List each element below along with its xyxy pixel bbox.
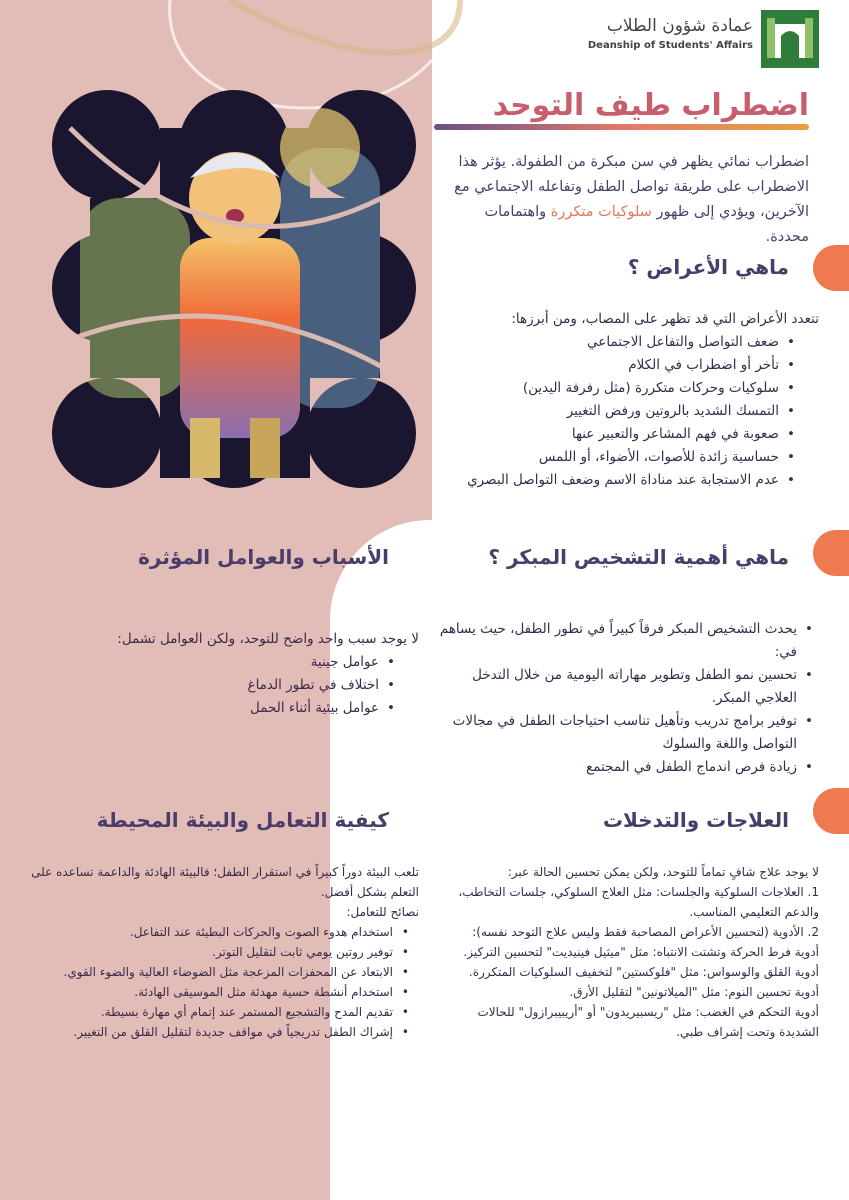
treatment-line: 2. الأدوية (لتحسين الأعراض المصاحبة فقط وليس علاج التوحد نفسه): [472,925,819,939]
treatment-block [434,862,819,1042]
treatment-line: لا يوجد علاج شافٍ تماماً للتوحد، ولكن يمكن تحسين الحالة عبر: [507,865,819,879]
environment-lead: تلعب البيئة دوراً كبيراً في استقرار الطفل؛ فالبيئة الهادئة والداعمة تساعده على التعلم بشكل أفضل. [31,865,419,899]
logo-arabic-text: عمادة شؤون الطلاب [606,16,753,36]
early-block [439,618,819,779]
list-item: • الابتعاد عن المحفزات المزعجة مثل الضوضاء العالية والضوء القوي. [29,962,393,982]
intro-highlight: سلوكيات متكررة [550,204,652,220]
list-item: • تحسين نمو الطفل وتطوير مهاراته اليومية من خلال التدخل العلاجي المبكر. [439,664,797,710]
treatment-line: أدوية التحكم في الغضب: مثل "ريسبيريدون" أو "أريبيبرازول" للحالات الشديدة وتحت إشراف طبي. [477,1005,819,1039]
treatment-line: 1. العلاجات السلوكية والجلسات: مثل العلاج السلوكي، جلسات التخاطب، والدعم التعليمي المناسب. [458,885,819,919]
treatment-line: أدوية القلق والوسواس: مثل "فلوكستين" لتخفيف السلوكيات المتكررة. [468,965,819,979]
symptoms-heading: ماهي الأعراض ؟ [627,255,789,279]
list-item: • حساسية زائدة للأصوات، الأضواء، أو اللمس [439,446,779,469]
list-item: • توفير برامج تدريب وتأهيل تناسب احتياجات الطفل في مجالات التواصل واللغة والسلوك [439,710,797,756]
page-title: اضطراب طيف التوحد [492,88,809,123]
list-item: • تقديم المدح والتشجيع المستمر عند إتمام أي مهارة بسيطة. [29,1002,393,1022]
section-tab-early [813,530,849,576]
list-item: • عدم الاستجابة عند مناداة الاسم وضعف التواصل البصري [439,469,779,492]
list-item: • تأخر أو اضطراب في الكلام [439,354,779,377]
section-tab-treatment [813,788,849,834]
list-item: • يحدث التشخيص المبكر فرقاً كبيراً في تطور الطفل، حيث يساهم في: [439,618,797,664]
list-item: • التمسك الشديد بالروتين ورفض التغيير [439,400,779,423]
causes-list [39,651,419,720]
intro-paragraph [449,150,809,250]
list-item: • عوامل جينية [39,651,379,674]
list-item: • استخدام هدوء الصوت والحركات البطيئة عند التفاعل. [29,922,393,942]
symptoms-block [439,308,819,492]
environment-tips-label: نصائح للتعامل: [346,905,419,919]
list-item: • توفير روتين يومي ثابت لتقليل التوتر. [29,942,393,962]
list-item: • ضعف التواصل والتفاعل الاجتماعي [439,331,779,354]
treatment-line: أدوية تحسين النوم: مثل "الميلاتونين" لتقليل الأرق. [569,985,819,999]
environment-heading: كيفية التعامل والبيئة المحيطة [96,808,389,832]
environment-block [29,862,419,1042]
list-item: • اختلاف في تطور الدماغ [39,674,379,697]
intro-text-1: اضطراب نمائي يظهر في سن مبكرة من الطفولة. يؤثر هذا الاضطراب على طريقة تواصل الطفل وتفاعله الاجتماعي مع الآخرين، ويؤدي إلى ظهور [454,154,809,220]
list-item: • صعوبة في فهم المشاعر والتعبير عنها [439,423,779,446]
causes-heading: الأسباب والعوامل المؤثرة [138,545,389,569]
logo-english-text: Deanship of Students' Affairs [587,40,753,51]
list-item: • عوامل بيئية أثناء الحمل [39,697,379,720]
symptoms-list [439,331,819,492]
symptoms-lead: تتعدد الأعراض التي قد تظهر على المصاب، ومن أبرزها: [511,311,819,327]
intro-text-3: واهتمامات محددة. [484,204,809,245]
treatment-line: أدوية فرط الحركة وتشتت الانتباه: مثل "ميثيل فينيديت" لتحسين التركيز. [463,945,819,959]
list-item: • استخدام أنشطة حسية مهدئة مثل الموسيقى الهادئة. [29,982,393,1002]
title-underline [434,124,809,130]
causes-block [39,628,419,720]
list-item: • زيادة فرص اندماج الطفل في المجتمع [439,756,797,779]
list-item: • إشراك الطفل تدريجياً في مواقف جديدة لتقليل القلق من التغيير. [29,1022,393,1042]
treatment-heading: العلاجات والتدخلات [602,808,789,832]
early-heading: ماهي أهمية التشخيص المبكر ؟ [488,545,789,569]
child-illustration [50,88,418,493]
early-list [439,618,819,779]
environment-list [29,922,419,1042]
causes-lead: لا يوجد سبب واحد واضح للتوحد، ولكن العوامل تشمل: [117,631,419,647]
university-emblem-icon [761,10,819,68]
list-item: • سلوكيات وحركات متكررة (مثل رفرفة اليدين) [439,377,779,400]
deanship-logo [559,10,819,66]
